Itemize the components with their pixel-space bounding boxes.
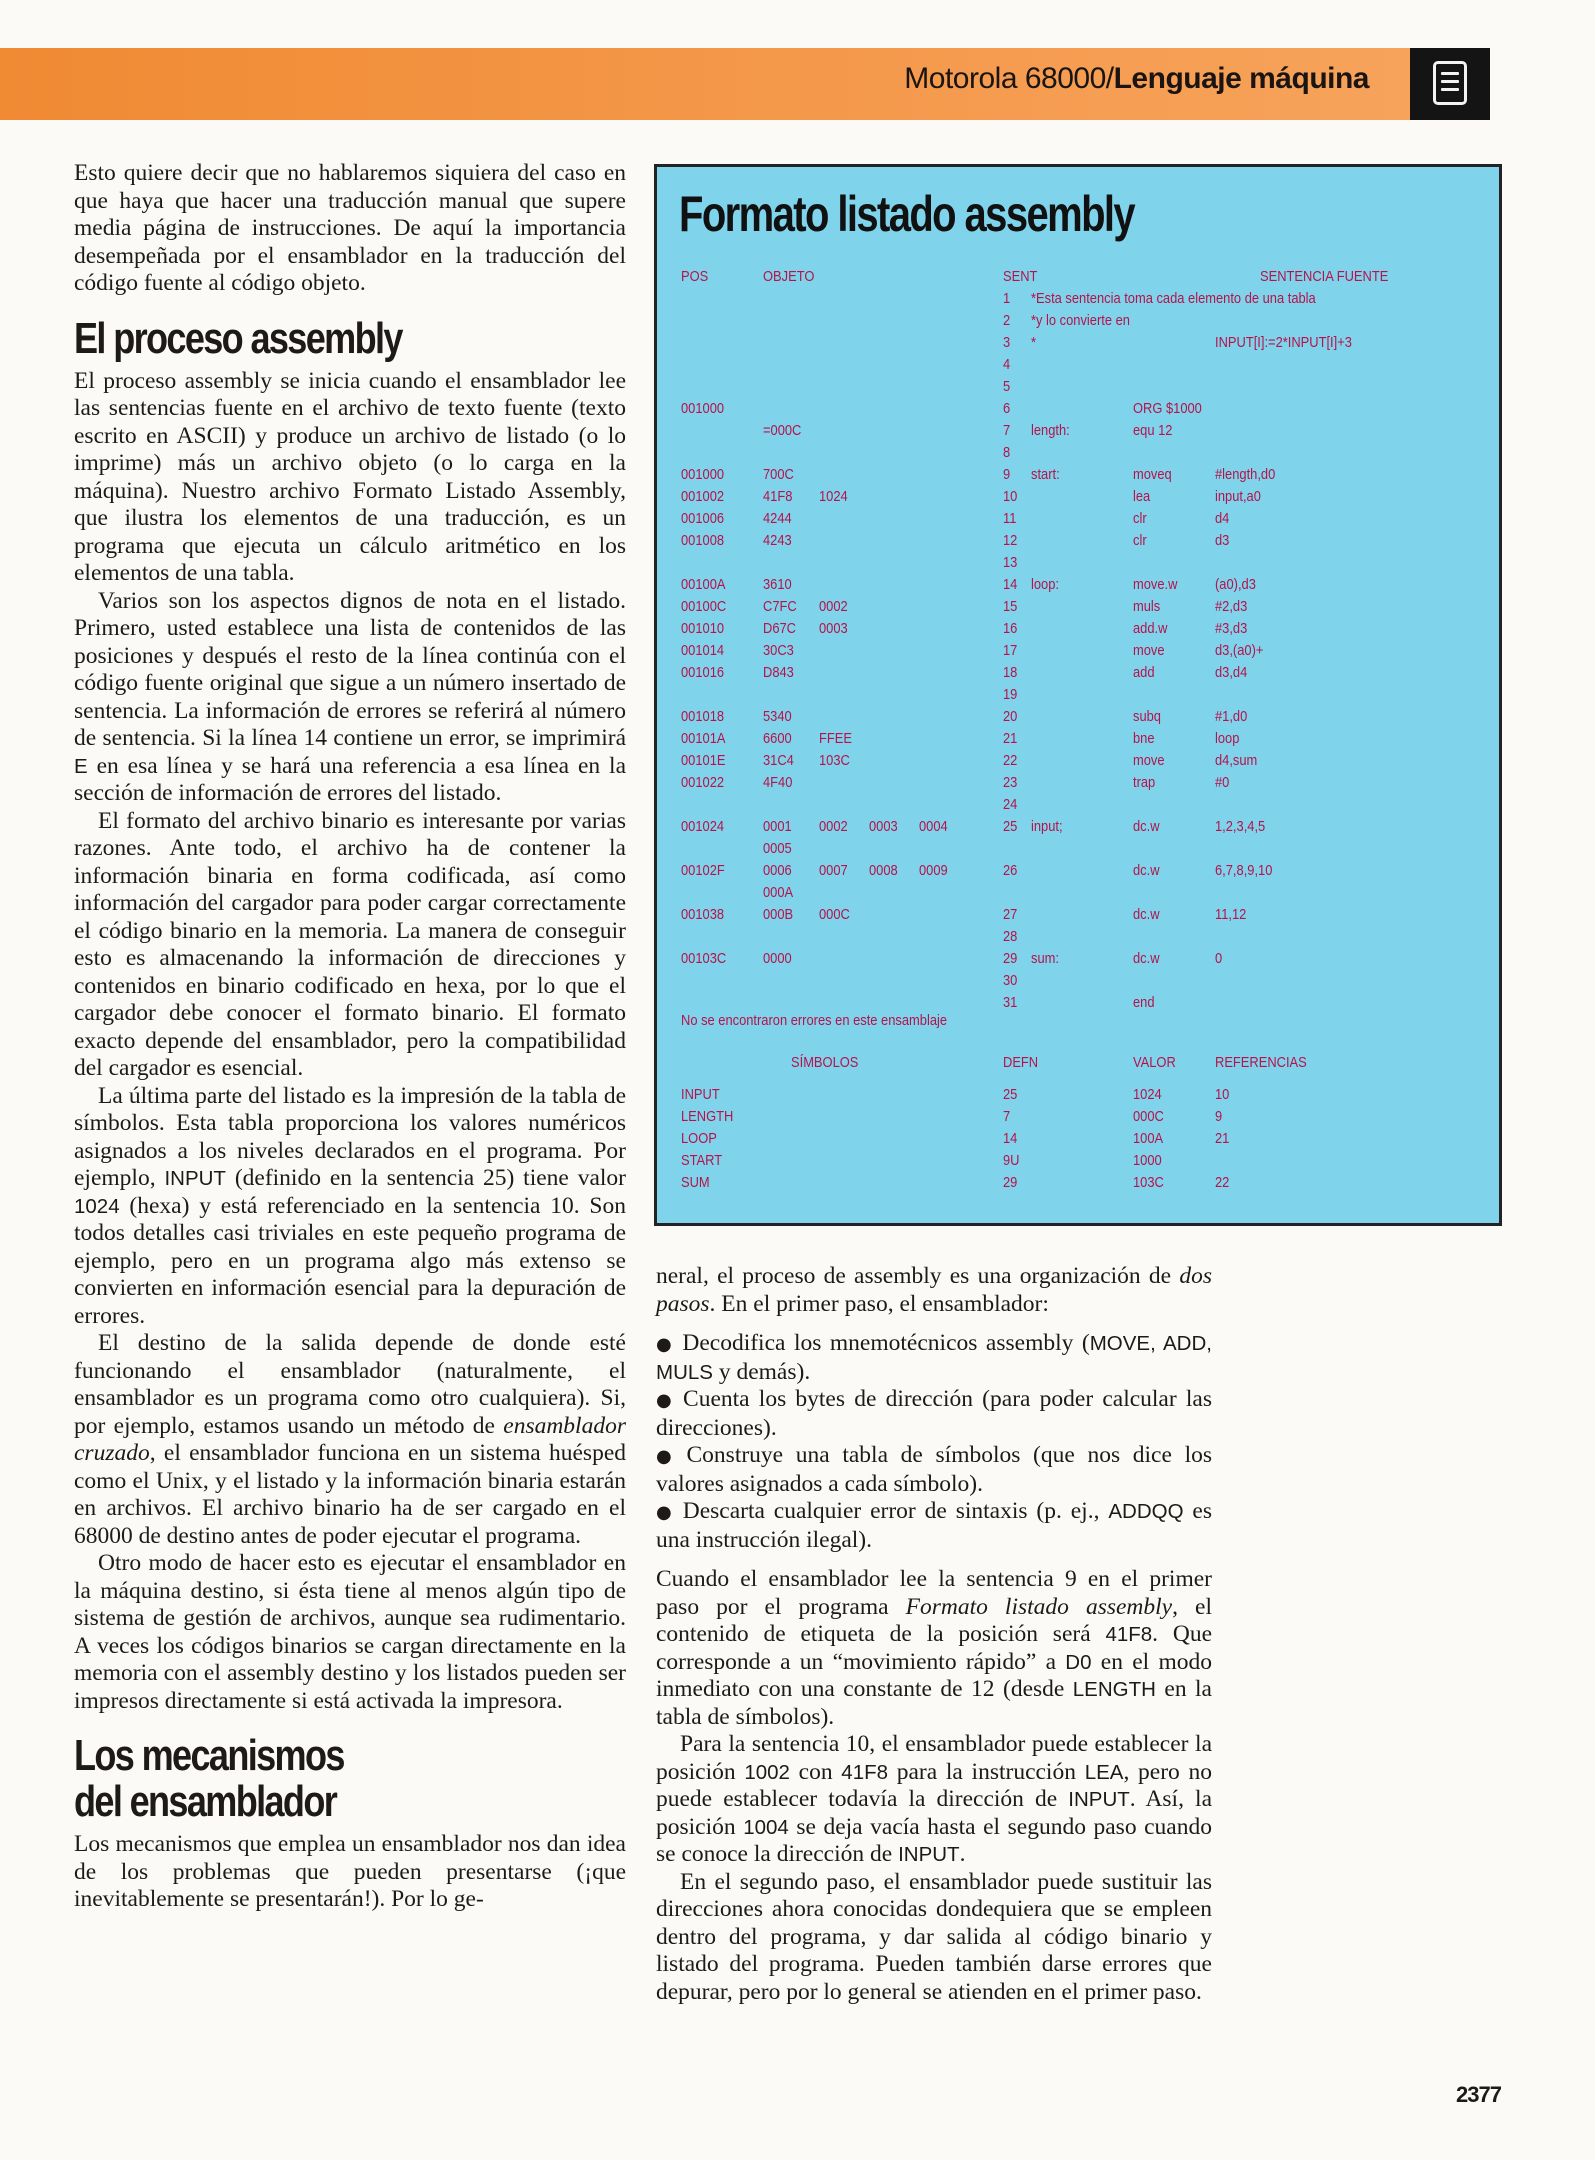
bullet-icon: ● [656,1334,675,1355]
header-title-regular: Motorola 68000/ [904,62,1114,95]
listing-position: 001008 [681,532,725,549]
bullet-item: ● Descarta cualquier error de sintaxis (p. ej., ADDQQ es una instrucción ilegal). [656,1498,1212,1553]
listing-opcode: dc.w [1133,862,1160,879]
listing-position: 001010 [681,620,725,637]
bullet-icon: ● [656,1446,679,1467]
listing-sentence-number: 7 [1003,422,1011,439]
listing-opcode: move.w [1133,576,1178,593]
listing-opcode: add [1133,664,1155,681]
paragraph: El formato del archivo binario es interesante por varias razones. Ante todo, el archivo ha de contener la información binaria en forma codificada, así como información del cargador para poder cargar correctamente el código binario en la memoria. La manera de conseguir esto es almacenando la información de direcciones y contenidos en binario codificado en hexa, por lo que el cargador debe conocer el formato binario. El formato exacto depende del ensamblador, pero la compatibilidad del cargador es esencial. [74,807,626,1081]
header-title-bold: Lenguaje máquina [1113,62,1369,95]
listing-label: * [1031,334,1037,351]
bullet-item: ● Cuenta los bytes de dirección (para poder calcular las direcciones). [656,1386,1212,1441]
paragraph: Otro modo de hacer esto es ejecutar el ensamblador en la máquina destino, si ésta tiene al menos algún tipo de sistema de gestión de archivos, aunque sea rudimentario. A veces los códigos binarios se cargan directamente en la memoria con el assembly destino y los listados pueden ser impresos directamente si está activada la impresora. [74,1550,626,1714]
listing-object-code: 0008 [869,862,898,879]
listing-operands: loop [1215,730,1240,747]
listing-operands: 6,7,8,9,10 [1215,862,1273,879]
running-header [904,62,1369,96]
listing-object-code: 0000 [763,950,792,967]
bullet-item: ● Decodifica los mnemotécnicos assembly (MOVE, ADD, MULS y demás). [656,1330,1212,1385]
symbol-value: 1024 [1133,1086,1162,1103]
listing-sentence-number: 17 [1003,642,1018,659]
listing-object-code: 000A [763,884,794,901]
paragraph: Esto quiere decir que no hablaremos siquiera del caso en que haya que hacer una traducción manual que supere media página de instrucciones. De aquí la importancia desempeñada por el ensamblador en la traducción del código fuente al código objeto. [74,160,626,296]
symbol-value: 103C [1133,1174,1164,1191]
listing-operands: d3,d4 [1215,664,1248,681]
symbol-name: INPUT [681,1086,720,1103]
symbol-definition: 29 [1003,1174,1018,1191]
listing-opcode: muls [1133,598,1161,615]
memory-module-icon [1433,61,1467,105]
listing-position: 001014 [681,642,725,659]
listing-operands: d3,(a0)+ [1215,642,1264,659]
listing-object-code: =000C [763,422,802,439]
listing-position: 00102F [681,862,725,879]
listing-sentence-number: 18 [1003,664,1018,681]
listing-sentence-number: 16 [1003,620,1018,637]
symbols-header-defn: DEFN [1003,1054,1039,1071]
listing-object-code: FFEE [819,730,852,747]
symbols-header-value: VALOR [1133,1054,1176,1071]
listing-sentence-number: 2 [1003,312,1011,329]
listing-object-code: 31C4 [763,752,794,769]
listing-object-code: 0004 [919,818,948,835]
listing-opcode: add.w [1133,620,1168,637]
listing-object-code: 000B [763,906,794,923]
listing-opcode: ORG $1000 [1133,400,1202,417]
listing-operands: (a0),d3 [1215,576,1256,593]
symbol-name: SUM [681,1174,710,1191]
listing-operands: #2,d3 [1215,598,1248,615]
listing-sentence-number: 4 [1003,356,1011,373]
symbol-definition: 9U [1003,1152,1020,1169]
listing-position: 001022 [681,774,725,791]
section-badge [1410,48,1490,120]
listing-header-source: SENTENCIA FUENTE [1260,268,1389,285]
listing-errors-line: No se encontraron errores en este ensamblaje [681,1012,948,1029]
listing-position: 001018 [681,708,725,725]
listing-position: 00100A [681,576,726,593]
listing-object-code: 41F8 [763,488,793,505]
listing-opcode: clr [1133,510,1147,527]
listing-sentence-number: 23 [1003,774,1018,791]
listing-sentence-number: 24 [1003,796,1018,813]
listing-object-code: 4F40 [763,774,793,791]
paragraph: Los mecanismos que emplea un ensamblador nos dan idea de los problemas que pueden presentarse (¡que inevitablemente se presentarán!). Por lo ge- [74,1831,626,1912]
listing-opcode: equ 12 [1133,422,1173,439]
symbol-references: 10 [1215,1086,1230,1103]
listing-position: 001016 [681,664,725,681]
listing-object-code: 0003 [819,620,848,637]
listing-label: *Esta sentencia toma cada elemento de una tabla [1031,290,1316,307]
listing-position: 00101E [681,752,726,769]
listing-opcode: clr [1133,532,1147,549]
listing-label: loop: [1031,576,1059,593]
listing-opcode: move [1133,642,1165,659]
listing-title: Formato listado assembly [679,186,1135,242]
listing-opcode: dc.w [1133,906,1160,923]
listing-sentence-number: 19 [1003,686,1018,703]
listing-object-code: 30C3 [763,642,794,659]
listing-header-sent: SENT [1003,268,1038,285]
listing-sentence-number: 12 [1003,532,1018,549]
listing-label: length: [1031,422,1070,439]
listing-sentence-number: 22 [1003,752,1018,769]
listing-position: 001006 [681,510,725,527]
listing-sentence-number: 5 [1003,378,1011,395]
listing-opcode: moveq [1133,466,1172,483]
left-column [74,160,626,1914]
paragraph: El destino de la salida depende de donde esté funcionando el ensamblador (naturalmente, el ensamblador es un programa como otro cualquiera). Si, por ejemplo, estamos usando un método de ensamblador cruzado, el ensamblador funciona en un sistema huésped como el Unix, y el listado y la información binaria estarán en archivos. El archivo binario ha de ser cargado en el 68000 de destino antes de poder ejecutar el programa. [74,1330,626,1549]
listing-opcode: dc.w [1133,950,1160,967]
listing-object-code: D67C [763,620,796,637]
listing-position: 00101A [681,730,726,747]
listing-operands: 0 [1215,950,1223,967]
paragraph: neral, el proceso de assembly es una organización de dos pasos. En el primer paso, el ensamblador: [656,1263,1212,1317]
listing-object-code: 0009 [919,862,948,879]
symbol-value: 100A [1133,1130,1164,1147]
listing-opcode: dc.w [1133,818,1160,835]
listing-object-code: 6600 [763,730,792,747]
listing-sentence-number: 20 [1003,708,1018,725]
listing-sentence-number: 14 [1003,576,1018,593]
listing-sentence-number: 9 [1003,466,1011,483]
listing-operands: d4 [1215,510,1230,527]
symbol-references: 9 [1215,1108,1223,1125]
listing-object-code: 0002 [819,598,848,615]
listing-sentence-number: 11 [1003,510,1017,527]
listing-sentence-number: 15 [1003,598,1018,615]
assembly-listing-box [654,164,1502,1226]
listing-position: 001000 [681,400,725,417]
listing-operands: #0 [1215,774,1230,791]
listing-object-code: 4244 [763,510,792,527]
listing-opcode: end [1133,994,1155,1011]
listing-position: 001000 [681,466,725,483]
listing-object-code: 5340 [763,708,792,725]
listing-operands: #3,d3 [1215,620,1248,637]
listing-header-objeto: OBJETO [763,268,815,285]
listing-label: start: [1031,466,1060,483]
symbol-value: 1000 [1133,1152,1162,1169]
listing-operands: 1,2,3,4,5 [1215,818,1266,835]
symbol-definition: 14 [1003,1130,1018,1147]
listing-sentence-number: 8 [1003,444,1011,461]
listing-object-code: D843 [763,664,794,681]
listing-sentence-number: 31 [1003,994,1018,1011]
listing-header-pos: POS [681,268,709,285]
listing-sentence-number: 13 [1003,554,1018,571]
listing-sentence-number: 30 [1003,972,1018,989]
listing-position: 001024 [681,818,725,835]
listing-object-code: 103C [819,752,850,769]
listing-sentence-number: 3 [1003,334,1011,351]
listing-sentence-number: 27 [1003,906,1018,923]
symbol-value: 000C [1133,1108,1164,1125]
listing-sentence-number: 6 [1003,400,1011,417]
bullet-icon: ● [656,1390,676,1411]
listing-position: 001038 [681,906,725,923]
listing-sentence-number: 21 [1003,730,1018,747]
section-heading: Los mecanismos del ensamblador [74,1731,344,1826]
listing-sentence-number: 26 [1003,862,1018,879]
listing-sentence-number: 28 [1003,928,1018,945]
listing-object-code: 0007 [819,862,848,879]
listing-sentence-number: 10 [1003,488,1018,505]
right-column [656,1263,1212,2006]
symbol-references: 21 [1215,1130,1230,1147]
paragraph: Cuando el ensamblador lee la sentencia 9 en el primer paso por el programa Formato listado assembly, el contenido de etiqueta de la posición será 41F8. Que corresponde a un “movimiento rápido” a D0 en el modo inmediato con una constante de 12 (desde LENGTH en la tabla de símbolos). [656,1566,1212,1730]
paragraph: En el segundo paso, el ensamblador puede sustituir las direcciones ahora conocidas dondequiera que se empleen dentro del programa, y dar salida al código binario y listado del programa. Pueden también darse errores que depurar, pero por lo general se atienden en el primer paso. [656,1868,1212,2005]
listing-object-code: 4243 [763,532,792,549]
listing-object-code: 700C [763,466,794,483]
listing-object-code: 0001 [763,818,792,835]
listing-opcode: subq [1133,708,1161,725]
listing-label: *y lo convierte en [1031,312,1130,329]
listing-object-code: C7FC [763,598,797,615]
listing-object-code: 3610 [763,576,792,593]
listing-object-code: 0005 [763,840,792,857]
listing-operands: INPUT[I]:=2*INPUT[I]+3 [1215,334,1352,351]
listing-label: input; [1031,818,1063,835]
section-heading: El proceso assembly [74,313,402,363]
listing-operands: #1,d0 [1215,708,1248,725]
symbol-name: LOOP [681,1130,717,1147]
listing-object-code: 000C [819,906,850,923]
bullet-list [656,1330,1212,1554]
listing-object-code: 0002 [819,818,848,835]
symbol-name: START [681,1152,723,1169]
symbols-header-references: REFERENCIAS [1215,1054,1307,1071]
listing-sentence-number: 1 [1003,290,1011,307]
listing-operands: d3 [1215,532,1230,549]
listing-opcode: move [1133,752,1165,769]
symbol-references: 22 [1215,1174,1230,1191]
listing-position: 001002 [681,488,725,505]
paragraph: El proceso assembly se inicia cuando el ensamblador lee las sentencias fuente en el archivo de texto fuente (texto escrito en ASCII) y produce un archivo de listado (o lo imprime) más un archivo objeto (o lo carga en la máquina). Nuestro archivo Formato Listado Assembly, que ilustra los elementos de una traducción, es un programa que ejecuta un cálculo aritmético en los elementos de una tabla. [74,367,626,586]
paragraph: Para la sentencia 10, el ensamblador puede establecer la posición 1002 con 41F8 para la instrucción LEA, pero no puede establecer todavía la dirección de INPUT. Así, la posición 1004 se deja vacía hasta el segundo paso cuando se conoce la dirección de INPUT. [656,1731,1213,1867]
listing-sentence-number: 25 [1003,818,1018,835]
listing-position: 00100C [681,598,727,615]
symbol-name: LENGTH [681,1108,734,1125]
listing-operands: d4,sum [1215,752,1258,769]
listing-operands: input,a0 [1215,488,1261,505]
bullet-icon: ● [656,1502,675,1523]
symbols-header-symbol: SÍMBOLOS [791,1054,859,1071]
listing-object-code: 0003 [869,818,898,835]
listing-opcode: bne [1133,730,1155,747]
paragraph: La última parte del listado es la impresión de la tabla de símbolos. Esta tabla proporciona los valores numéricos asignados a los niveles declarados en el programa. Por ejemplo, INPUT (definido en la sentencia 25) tiene valor 1024 (hexa) y está referenciado en la sentencia 10. Son todos detalles casi triviales en este pequeño programa de ejemplo, pero en un programa algo más extenso se convierten en información esencial para la depuración de errores. [74,1082,626,1329]
symbol-definition: 7 [1003,1108,1011,1125]
listing-sentence-number: 29 [1003,950,1018,967]
listing-position: 00103C [681,950,727,967]
page-number: 2377 [1456,2082,1501,2107]
paragraph: Varios son los aspectos dignos de nota en el listado. Primero, usted establece una lista de contenidos de las posiciones y después el resto de la línea continúa con el código fuente original que sigue a un número insertado de sentencia. La información de errores se referirá al número de sentencia. Si la línea 14 contiene un error, se imprimirá E en esa línea y se hará una referencia a esa línea en la sección de información de errores del listado. [74,587,626,806]
listing-object-code: 1024 [819,488,848,505]
listing-label: sum: [1031,950,1059,967]
bullet-item: ● Construye una tabla de símbolos (que nos dice los valores asignados a cada símbolo). [656,1442,1212,1497]
symbol-definition: 25 [1003,1086,1018,1103]
listing-opcode: lea [1133,488,1151,505]
listing-object-code: 0006 [763,862,792,879]
listing-operands: 11,12 [1215,906,1247,923]
listing-opcode: trap [1133,774,1156,791]
listing-operands: #length,d0 [1215,466,1276,483]
